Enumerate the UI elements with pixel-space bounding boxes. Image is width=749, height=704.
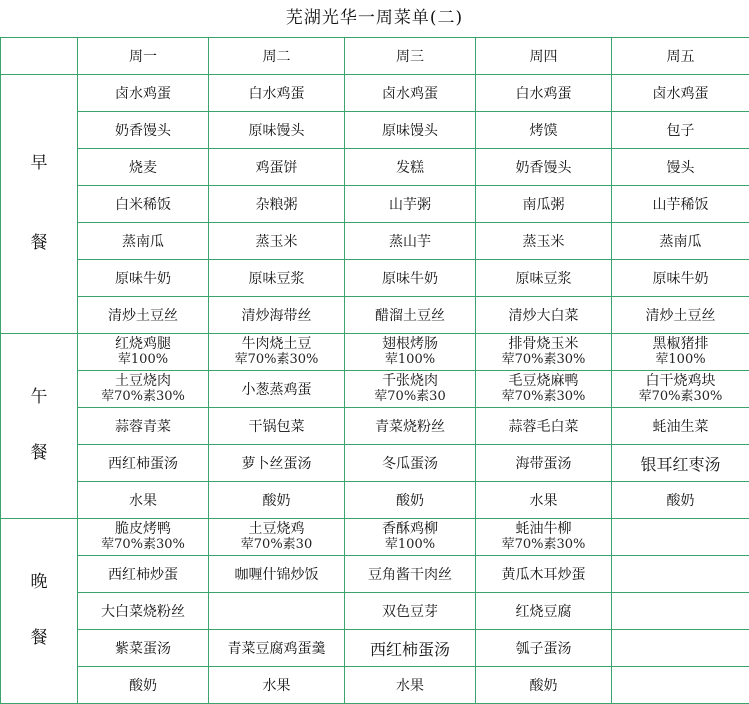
dish-name: 清炒土豆丝 [108,308,178,324]
breakfast-row [1,223,749,260]
menu-cell [345,223,476,260]
dish-name: 烤馍 [529,123,558,139]
dish-name: 白水鸡蛋 [515,86,572,102]
menu-cell [476,297,612,334]
menu-cell [209,593,345,630]
dish-name: 南瓜粥 [522,197,565,213]
breakfast-row [1,260,749,297]
dish-name: 西红柿炒蛋 [108,567,178,583]
menu-cell [612,371,749,408]
dish-name: 香酥鸡柳 [382,521,438,538]
dish-name: 酸奶 [262,493,291,509]
dish-name: 排骨烧玉米 [508,336,579,353]
dish-name: 原味牛奶 [652,271,709,287]
menu-cell [612,297,749,334]
menu-cell [612,667,749,704]
lunch-row [1,334,749,371]
menu-cell [612,223,749,260]
dish-name: 海带蛋汤 [515,456,572,472]
dish-name: 奶香馒头 [115,123,171,139]
menu-cell [345,445,476,482]
dish-name: 西红柿蛋汤 [369,639,450,659]
dish-name: 烧麦 [129,160,157,176]
menu-cell [345,519,476,556]
dish-name: 蒸玉米 [522,234,565,250]
breakfast-row [1,75,749,112]
lunch-label [1,334,78,519]
menu-cell [612,112,749,149]
dish-name: 双色豆芽 [382,604,438,620]
menu-cell [476,445,612,482]
meal-label-char: 晚 [30,572,48,593]
dish-name: 白干烧鸡块 [645,373,716,390]
dinner-row [1,667,749,704]
dish-name: 蒸南瓜 [122,234,164,250]
dish-ratio: 荤70%素30% [501,537,586,553]
menu-cell [345,334,476,371]
dish-ratio: 荤70%素30% [101,537,185,553]
menu-cell [209,223,345,260]
dish-name: 脆皮烤鸭 [115,521,171,538]
page-title: 芜湖光华一周菜单(二) [285,8,464,28]
menu-cell [78,75,209,112]
dish-name: 酸奶 [396,493,424,509]
menu-cell [78,149,209,186]
dish-name: 水果 [396,678,424,694]
menu-cell [78,667,209,704]
dish-name: 蒸南瓜 [659,234,702,250]
menu-cell [345,408,476,445]
menu-cell [612,186,749,223]
dish-name: 原味豆浆 [248,271,305,287]
dish-ratio: 荤100% [655,352,706,368]
menu-cell [345,260,476,297]
dish-name: 蒜蓉青菜 [115,419,171,435]
menu-cell [476,408,612,445]
dish-name: 蒜蓉毛白菜 [508,419,579,435]
dish-name: 原味馒头 [248,123,305,139]
menu-cell [345,297,476,334]
menu-cell [209,297,345,334]
lunch-row [1,371,749,408]
dish-name: 卤水鸡蛋 [115,86,171,102]
menu-cell [78,593,209,630]
menu-cell [78,556,209,593]
menu-cell [78,223,209,260]
menu-cell [209,630,345,667]
lunch-row [1,482,749,519]
dish-name: 清炒土豆丝 [645,308,716,324]
meal-label-char: 餐 [30,233,48,253]
dish-ratio: 荤70%素30 [240,537,313,553]
dish-name: 翅根烤肠 [382,336,438,353]
menu-cell [476,593,612,630]
dish-name: 黄瓜木耳炒蛋 [501,567,586,583]
dish-name: 水果 [262,678,291,694]
dish-name: 原味牛奶 [382,271,438,287]
dish-name: 水果 [529,493,558,509]
dish-name: 馒头 [666,160,695,176]
dish-name: 卤水鸡蛋 [652,86,709,102]
dish-name: 水果 [129,493,157,509]
menu-cell [476,482,612,519]
dish-name: 蚝油生菜 [652,419,709,435]
dish-name: 原味豆浆 [515,271,572,287]
dish-ratio: 荤100% [384,352,436,368]
menu-cell [476,260,612,297]
dish-name: 蒸山芋 [389,234,431,250]
dish-name: 鸡蛋饼 [255,160,298,176]
dish-name: 黑椒猪排 [652,336,709,353]
breakfast-row [1,112,749,149]
dish-name: 大白菜烧粉丝 [101,604,185,620]
menu-cell [612,556,749,593]
dish-name: 银耳红枣汤 [640,454,721,474]
menu-cell [612,593,749,630]
dish-name: 干锅包菜 [248,419,305,435]
dish-name: 紫菜蛋汤 [115,641,171,657]
dish-ratio: 荤70%素30% [501,389,586,405]
dish-name: 蚝油牛柳 [515,521,572,538]
dish-name: 青菜豆腐鸡蛋羹 [227,641,326,657]
menu-cell [345,593,476,630]
day-header: 周二 [209,38,345,75]
menu-cell [476,556,612,593]
dish-name: 酸奶 [666,493,695,509]
menu-cell [78,186,209,223]
dish-name: 红烧鸡腿 [115,336,171,353]
menu-cell [209,112,345,149]
weekly-menu-table [0,37,749,704]
dish-ratio: 荤70%素30% [101,389,185,405]
dish-name: 萝卜丝蛋汤 [241,456,312,472]
menu-cell [78,260,209,297]
dinner-row [1,519,749,556]
breakfast-row [1,186,749,223]
menu-cell [476,112,612,149]
lunch-row [1,408,749,445]
menu-cell [209,556,345,593]
dish-ratio: 荤70%素30% [638,389,723,405]
menu-cell [476,186,612,223]
menu-cell [476,667,612,704]
dish-ratio: 荤100% [117,352,169,368]
dish-name: 西红柿蛋汤 [108,456,178,472]
dish-name: 蒸玉米 [255,234,298,250]
menu-cell [78,445,209,482]
menu-cell [612,75,749,112]
dish-name: 千张烧肉 [382,373,438,390]
dish-name: 毛豆烧麻鸭 [508,373,579,390]
menu-cell [612,149,749,186]
menu-cell [78,297,209,334]
dinner-label [1,519,78,704]
menu-cell [78,371,209,408]
menu-cell [612,334,749,371]
menu-cell [209,75,345,112]
dinner-row [1,593,749,630]
menu-cell [78,408,209,445]
dish-name: 发糕 [396,160,424,176]
menu-cell [476,371,612,408]
dish-name: 酸奶 [129,678,157,694]
day-header: 周一 [78,38,209,75]
menu-cell [476,149,612,186]
menu-cell [476,223,612,260]
menu-cell [612,519,749,556]
dish-name: 山芋稀饭 [652,197,709,213]
dish-name: 原味牛奶 [115,271,171,287]
menu-cell [345,371,476,408]
dish-name: 原味馒头 [382,123,438,139]
menu-cell [209,371,345,408]
dish-name: 土豆烧鸡 [248,521,305,538]
menu-cell [209,186,345,223]
menu-cell [345,482,476,519]
day-header: 周三 [345,38,476,75]
menu-cell [345,186,476,223]
day-header: 周四 [476,38,612,75]
dish-name: 醋溜土豆丝 [375,308,445,324]
dish-name: 酸奶 [529,678,558,694]
dish-name: 咖喱什锦炒饭 [234,567,319,583]
dish-ratio: 荤100% [384,537,436,553]
dish-name: 奶香馒头 [515,160,572,176]
dish-name: 小葱蒸鸡蛋 [241,382,312,398]
day-header: 周五 [612,38,749,75]
dish-name: 牛肉烧土豆 [241,336,312,353]
header-row [1,38,749,75]
menu-cell [78,112,209,149]
menu-cell [345,75,476,112]
menu-cell [78,519,209,556]
meal-label-char: 早 [30,153,48,174]
meal-label-char: 餐 [30,628,48,648]
dish-ratio: 荤70%素30% [234,352,319,368]
menu-cell [612,260,749,297]
menu-cell [345,556,476,593]
dish-name: 瓠子蛋汤 [515,641,572,657]
menu-cell [209,260,345,297]
dish-name: 白米稀饭 [115,197,171,213]
dish-name: 白水鸡蛋 [248,86,305,102]
dish-ratio: 荤70%素30% [501,352,586,368]
menu-cell [612,482,749,519]
menu-cell [612,445,749,482]
menu-cell [209,445,345,482]
lunch-row [1,445,749,482]
menu-cell [612,630,749,667]
menu-cell [345,630,476,667]
dish-name: 土豆烧肉 [115,373,171,390]
menu-cell [209,482,345,519]
dish-name: 山芋粥 [389,197,431,213]
menu-cell [476,630,612,667]
dish-name: 杂粮粥 [255,197,298,213]
dish-name: 包子 [666,123,695,139]
dish-name: 豆角酱干肉丝 [368,567,452,583]
menu-cell [345,149,476,186]
menu-cell [209,334,345,371]
menu-cell [209,667,345,704]
menu-cell [209,149,345,186]
meal-label-char: 餐 [30,443,48,463]
dish-name: 卤水鸡蛋 [382,86,438,102]
menu-cell [209,408,345,445]
dish-name: 冬瓜蛋汤 [382,456,438,472]
dish-name: 清炒海带丝 [241,308,312,324]
meal-label-char: 午 [30,387,48,408]
dinner-row [1,556,749,593]
dish-name: 红烧豆腐 [515,604,572,620]
dinner-row [1,630,749,667]
menu-cell [78,482,209,519]
dish-ratio: 荤70%素30 [374,389,446,405]
menu-cell [78,630,209,667]
breakfast-label [1,75,78,334]
menu-cell [476,334,612,371]
breakfast-row [1,297,749,334]
menu-cell [476,75,612,112]
menu-cell [345,112,476,149]
corner-cell [1,38,78,75]
menu-cell [345,667,476,704]
menu-cell [612,408,749,445]
dish-name: 青菜烧粉丝 [375,419,445,435]
menu-cell [78,334,209,371]
menu-cell [209,519,345,556]
dish-name: 清炒大白菜 [508,308,579,324]
menu-cell [476,519,612,556]
breakfast-row [1,149,749,186]
